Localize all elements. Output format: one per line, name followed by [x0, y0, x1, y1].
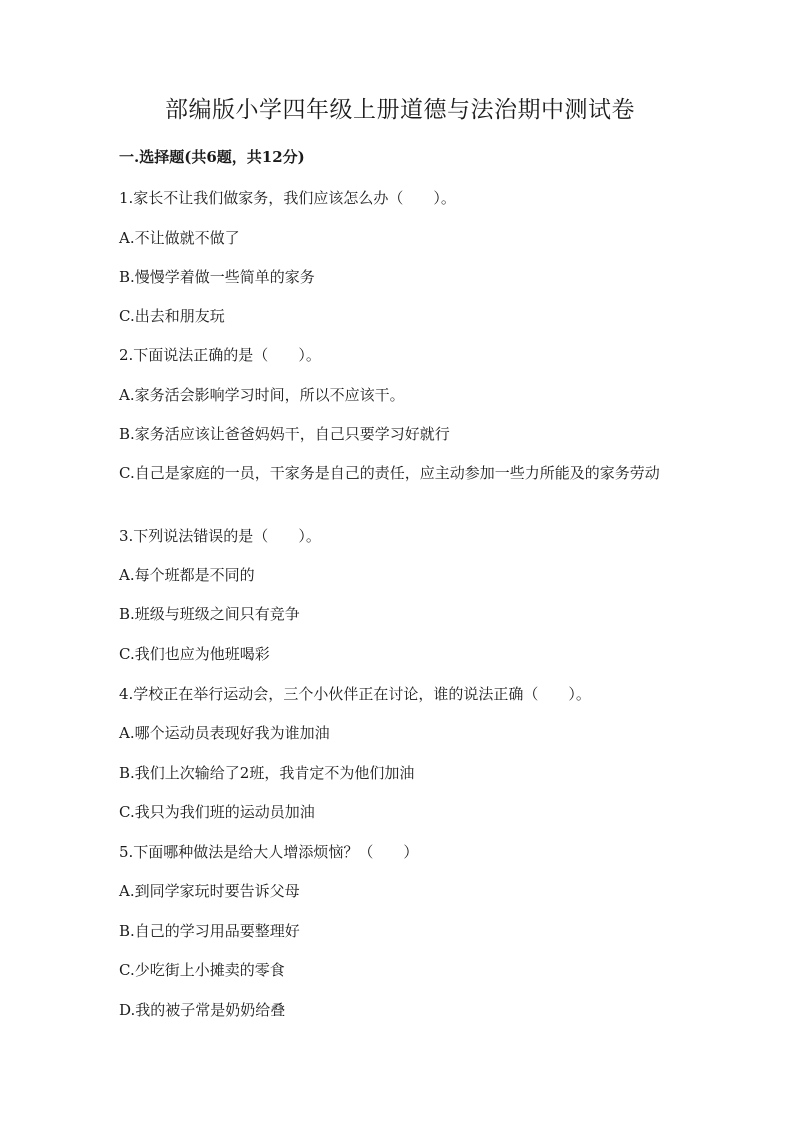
- question-1-option-a: A.不让做就不做了: [119, 229, 240, 247]
- question-2-option-c: C.自己是家庭的一员，干家务是自己的责任，应主动参加一些力所能及的家务劳动: [119, 464, 660, 482]
- question-5-option-a: A.到同学家玩时要告诉父母: [119, 882, 300, 900]
- question-3-option-b: B.班级与班级之间只有竞争: [119, 605, 300, 623]
- question-2-option-b: B.家务活应该让爸爸妈妈干，自己只要学习好就行: [119, 425, 450, 443]
- question-5-stem: 5.下面哪种做法是给大人增添烦恼？（ ）: [119, 843, 419, 861]
- exam-title: 部编版小学四年级上册道德与法治期中测试卷: [165, 97, 635, 123]
- question-1-option-b: B.慢慢学着做一些简单的家务: [119, 268, 315, 286]
- question-4-option-c: C.我只为我们班的运动员加油: [119, 803, 315, 821]
- section-heading: 一.选择题(共6题，共12分): [119, 148, 305, 166]
- question-3-option-c: C.我们也应为他班喝彩: [119, 645, 270, 663]
- question-5-option-c: C.少吃街上小摊卖的零食: [119, 961, 285, 979]
- question-5-option-b: B.自己的学习用品要整理好: [119, 922, 300, 940]
- question-3-stem: 3.下列说法错误的是（ ）。: [119, 527, 321, 545]
- question-3-option-a: A.每个班都是不同的: [119, 566, 255, 584]
- question-4-stem: 4.学校正在举行运动会，三个小伙伴正在讨论，谁的说法正确（ ）。: [119, 685, 591, 703]
- question-4-option-a: A.哪个运动员表现好我为谁加油: [119, 724, 330, 742]
- question-4-option-b: B.我们上次输给了2班，我肯定不为他们加油: [119, 764, 415, 782]
- question-1-stem: 1.家长不让我们做家务，我们应该怎么办（ ）。: [119, 189, 456, 207]
- question-2-stem: 2.下面说法正确的是（ ）。: [119, 346, 321, 364]
- question-2-option-a: A.家务活会影响学习时间，所以不应该干。: [119, 386, 405, 404]
- question-5-option-d: D.我的被子常是奶奶给叠: [119, 1001, 286, 1019]
- question-1-option-c: C.出去和朋友玩: [119, 307, 225, 325]
